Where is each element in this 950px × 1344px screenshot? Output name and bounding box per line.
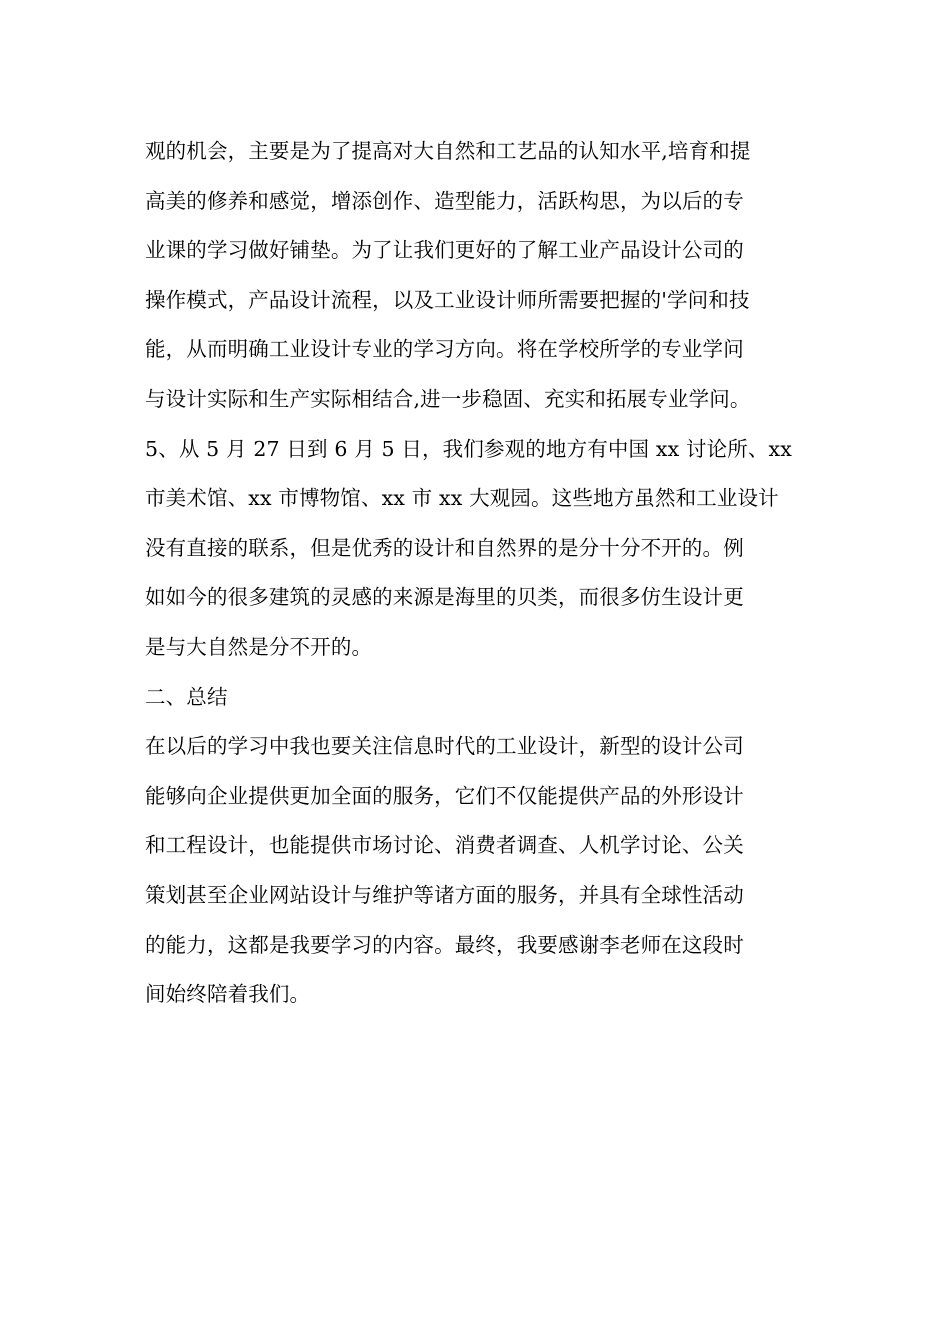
paragraph-1-line-4: 操作模式，产品设计流程，以及工业设计师所需要把握的'学问和技 (145, 287, 750, 312)
paragraph-2-line-2: 市美术馆、xx 市博物馆、xx 市 xx 大观园。这些地方虽然和工业设计 (145, 486, 779, 511)
paragraph-2-line-4: 如如今的很多建筑的灵感的来源是海里的贝类，而很多仿生设计更 (145, 585, 744, 610)
paragraph-2-line-1: 5、从 5 月 27 日到 6 月 5 日，我们参观的地方有中国 xx 讨论所、xx (145, 436, 792, 461)
paragraph-3-line-1: 在以后的学习中我也要关注信息时代的工业设计，新型的设计公司 (145, 734, 744, 759)
paragraph-1-line-3: 业课的学习做好铺垫。为了让我们更好的了解工业产品设计公司的 (145, 238, 744, 263)
paragraph-1-line-2: 高美的修养和感觉，增添创作、造型能力，活跃构思，为以后的专 (145, 188, 744, 213)
paragraph-1-line-5: 能，从而明确工业设计专业的学习方向。将在学校所学的专业学问 (145, 337, 744, 362)
document-body (145, 127, 810, 1020)
paragraph-1-line-1: 观的机会，主要是为了提高对大自然和工艺品的认知水平,培育和提 (145, 139, 751, 163)
paragraph-3-line-2: 能够向企业提供更加全面的服务，它们不仅能提供产品的外形设计 (145, 783, 744, 808)
paragraph-2-line-3: 没有直接的联系，但是优秀的设计和自然界的是分十分不开的。例 (145, 535, 744, 560)
paragraph-2-line-5: 是与大自然是分不开的。 (145, 634, 373, 659)
paragraph-1-line-6: 与设计实际和生产实际相结合,进一步稳固、充实和拓展专业学问。 (145, 386, 751, 411)
paragraph-3-line-3: 和工程设计，也能提供市场讨论、消费者调查、人机学讨论、公关 (145, 833, 744, 858)
section-heading-summary: 二、总结 (145, 684, 228, 709)
paragraph-3-line-6: 间始终陪着我们。 (145, 982, 311, 1007)
paragraph-3-line-4: 策划甚至企业网站设计与维护等诸方面的服务，并具有全球性活动 (145, 882, 744, 907)
paragraph-3-line-5: 的能力，这都是我要学习的内容。最终，我要感谢李老师在这段时 (145, 932, 744, 957)
